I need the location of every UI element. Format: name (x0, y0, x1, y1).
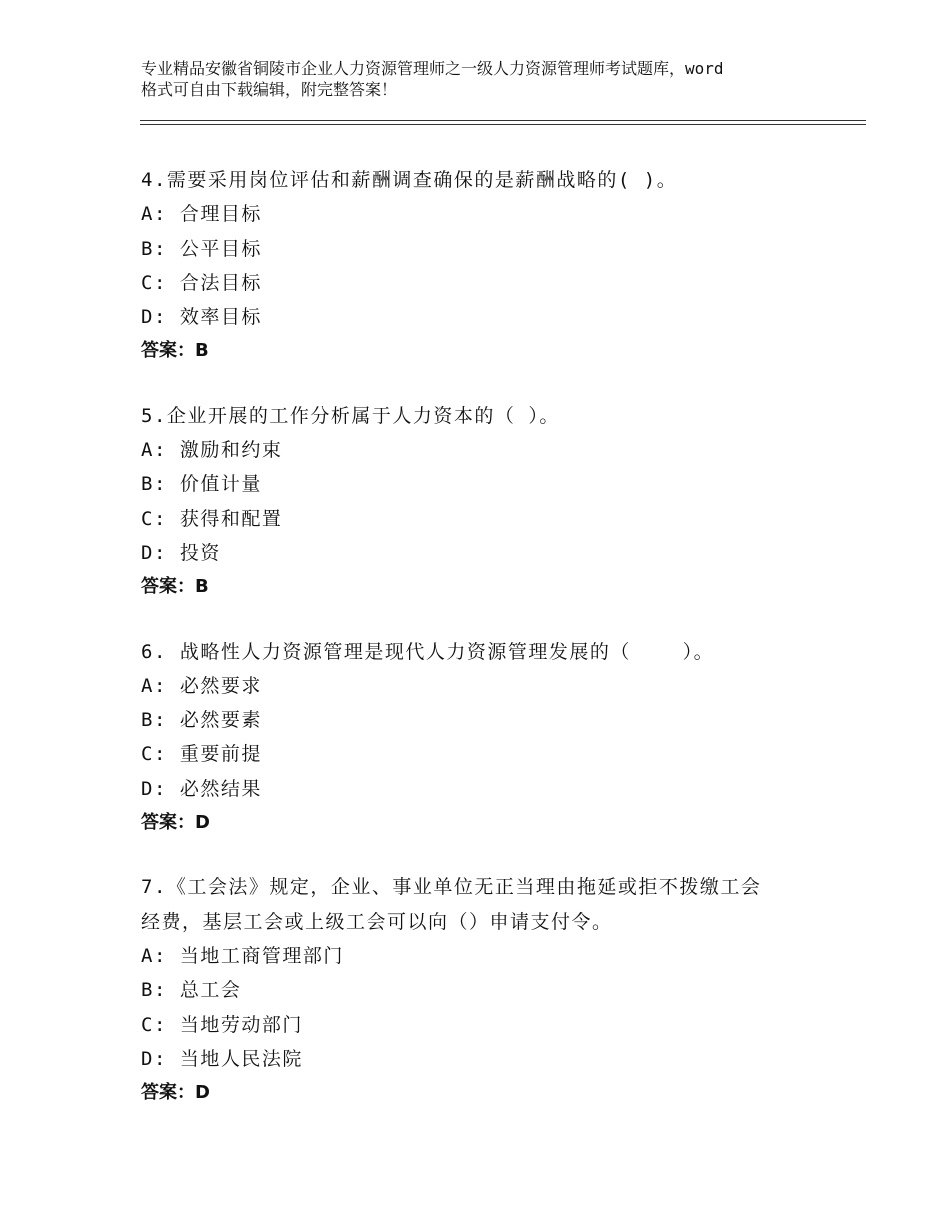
option-b: B: 价值计量 (141, 473, 262, 496)
answer-line (141, 334, 841, 368)
header-line-2: 格式可自由下载编辑，附完整答案！ (141, 80, 398, 99)
option-c: C: 当地劳动部门 (141, 1013, 303, 1036)
option-a: A: 激励和约束 (141, 439, 283, 462)
answer-label: 答案： (141, 812, 195, 834)
question-stem: 6. 战略性人力资源管理是现代人力资源管理发展的（ ）。 (141, 640, 715, 663)
option-b: B: 公平目标 (141, 237, 262, 260)
question-stem-line-1: 7.《工会法》规定，企业、事业单位无正当理由拖延或拒不拨缴工会 (141, 876, 762, 899)
answer-line (141, 806, 841, 840)
question-stem: 4.需要采用岗位评估和薪酬调查确保的是薪酬战略的( )。 (141, 169, 678, 191)
answer-label: 答案： (141, 1082, 195, 1104)
option-c: C: 重要前提 (141, 743, 262, 766)
option-c: C: 合法目标 (141, 271, 262, 294)
answer-value: B (195, 576, 209, 598)
question-list (141, 163, 841, 1140)
option-a: A: 当地工商管理部门 (141, 944, 344, 967)
answer-label: 答案： (141, 340, 195, 362)
answer-line (141, 570, 841, 604)
answer-value: B (195, 340, 209, 362)
option-d: D: 效率目标 (141, 306, 262, 329)
question-stem-line-2: 经费，基层工会或上级工会可以向（）申请支付令。 (141, 910, 613, 933)
option-d: D: 必然结果 (141, 777, 262, 800)
option-b: B: 必然要素 (141, 709, 262, 732)
answer-label: 答案： (141, 576, 195, 598)
answer-line (141, 1076, 841, 1110)
option-b: B: 总工会 (141, 979, 242, 1002)
answer-value: D (195, 812, 210, 834)
option-a: A: 合理目标 (141, 203, 262, 226)
question-stem: 5.企业开展的工作分析属于人力资本的（ ）。 (141, 404, 560, 427)
question-6 (141, 635, 841, 841)
question-5 (141, 399, 841, 605)
option-d: D: 当地人民法院 (141, 1047, 303, 1070)
question-7 (141, 870, 841, 1110)
question-4 (141, 163, 841, 369)
document-header (141, 58, 841, 100)
option-d: D: 投资 (141, 541, 221, 564)
option-c: C: 获得和配置 (141, 507, 283, 530)
answer-value: D (195, 1082, 210, 1104)
header-line-1: 专业精品安徽省铜陵市企业人力资源管理师之一级人力资源管理师考试题库，word (141, 59, 724, 78)
header-double-rule (140, 120, 866, 125)
option-a: A: 必然要求 (141, 674, 262, 697)
